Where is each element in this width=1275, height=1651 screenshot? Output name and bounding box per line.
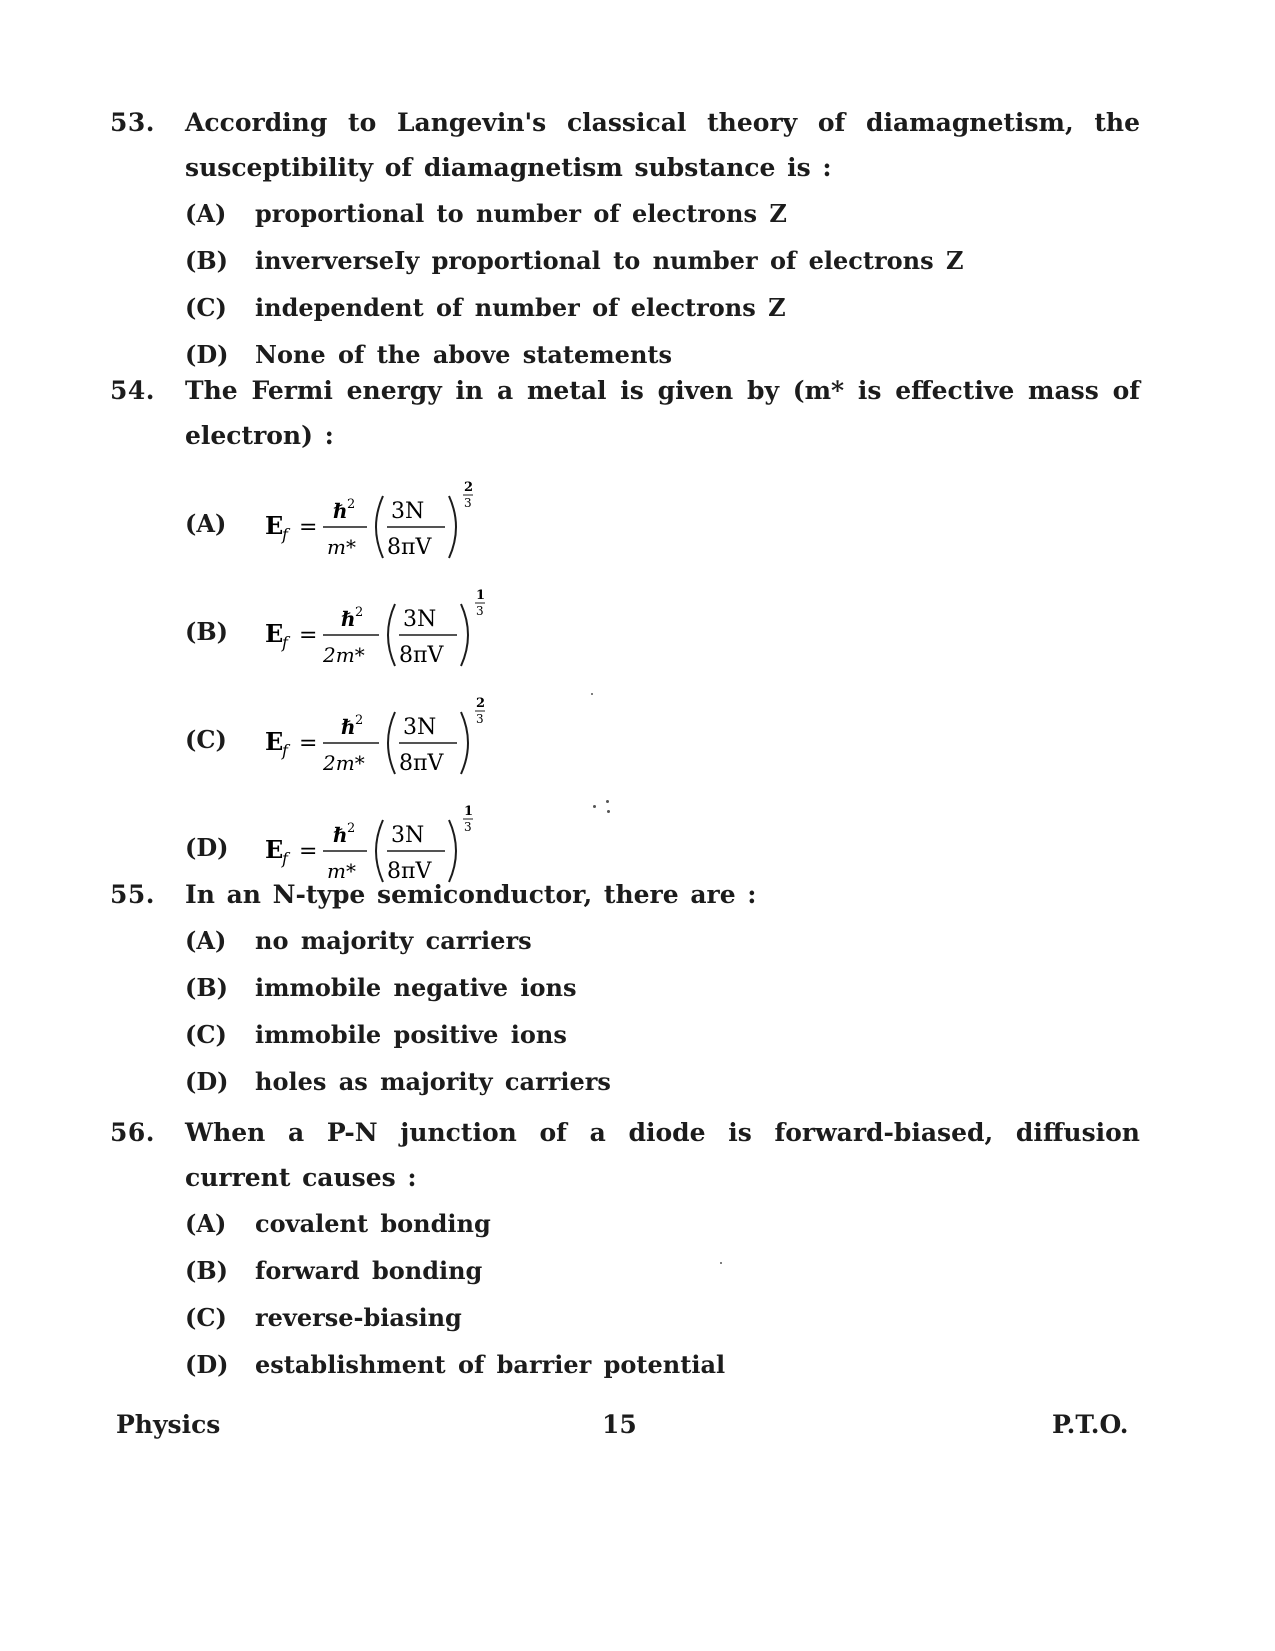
question-number: 53. [110,108,155,137]
lhs-symbol: E [265,511,284,540]
option-label: (D) [185,833,229,862]
inner-numerator: 3N [391,823,425,848]
scan-speck [591,693,593,695]
option-b [185,968,1140,1015]
option-a [185,1204,1140,1251]
option-b [185,1251,1140,1298]
question-number: 54. [110,376,155,405]
lhs-symbol: E [265,727,284,756]
exponent-denominator: 3 [464,820,472,834]
page-number: 15 [602,1410,637,1439]
lhs-subscript: f [282,741,288,760]
option-a [185,476,1140,584]
lhs-subscript: f [282,849,288,868]
option-a [185,921,1140,968]
question-53 [110,100,1140,382]
denominator: 2m* [323,751,365,775]
lhs-subscript: f [282,633,288,652]
option-text: None of the above statements [255,340,672,369]
option-a [185,194,1140,241]
numerator-hbar: ℏ [333,823,348,847]
numerator-exponent: 2 [355,713,364,728]
exponent-numerator: 1 [476,588,486,603]
scan-speck [593,805,596,808]
svg-text:=: = [299,731,318,756]
denominator: m* [327,859,356,883]
lhs-symbol: E [265,619,284,648]
option-c [185,1015,1140,1062]
exponent-denominator: 3 [476,712,484,726]
option-label: (B) [185,617,228,646]
scan-speck [607,810,610,813]
question-56 [110,1110,1140,1392]
option-b [185,584,1140,692]
option-label: (A) [185,1209,227,1238]
left-paren [376,496,383,558]
right-paren [449,496,456,558]
option-text: no majority carriers [255,926,532,955]
question-55 [110,872,1140,1109]
option-label: (C) [185,293,227,322]
question-text: When a P-N junction of a diode is forward-biased, diffusion current causes : [185,1118,1140,1192]
option-text: independent of number of electrons Z [255,293,786,322]
svg-text:=: = [299,515,318,540]
numerator-exponent: 2 [355,605,364,620]
numerator-exponent: 2 [347,497,356,512]
svg-text:=: = [299,839,318,864]
option-label: (B) [185,246,228,275]
inner-numerator: 3N [403,715,437,740]
option-text: establishment of barrier potential [255,1350,726,1379]
option-label: (D) [185,1350,229,1379]
inner-denominator: 8πV [399,751,444,776]
question-text: According to Langevin's classical theory of diamagnetism, the susceptibility of diamagnetism substance is : [185,108,1140,182]
option-label: (B) [185,973,228,1002]
left-paren [388,604,395,666]
numerator-exponent: 2 [347,821,356,836]
option-text: immobile positive ions [255,1020,567,1049]
question-number: 56. [110,1118,155,1147]
svg-text:=: = [299,623,318,648]
numerator-hbar: ℏ [341,715,356,739]
option-d [185,1062,1140,1109]
option-text: inververseIy proportional to number of electrons Z [255,246,964,275]
right-paren [461,712,468,774]
inner-denominator: 8πV [399,643,444,668]
option-c [185,692,1140,800]
scan-speck [606,800,609,803]
option-label: (A) [185,199,227,228]
option-b [185,241,1140,288]
denominator: 2m* [323,643,365,667]
option-text: covalent bonding [255,1209,491,1238]
option-label: (D) [185,340,229,369]
question-number: 55. [110,880,155,909]
numerator-hbar: ℏ [333,499,348,523]
option-d [185,1345,1140,1392]
option-label: (C) [185,1020,227,1049]
inner-numerator: 3N [391,499,425,524]
option-label: (A) [185,509,227,538]
lhs-symbol: E [265,835,284,864]
option-label: (B) [185,1256,228,1285]
question-text: In an N-type semiconductor, there are : [185,880,757,909]
pto-note: P.T.O. [1052,1410,1129,1439]
option-label: (D) [185,1067,229,1096]
scan-speck [720,1262,722,1264]
option-text: reverse-biasing [255,1303,462,1332]
option-label: (A) [185,926,227,955]
question-54 [110,368,1140,908]
fermi-energy-formula [265,476,565,576]
option-text: immobile negative ions [255,973,577,1002]
lhs-subscript: f [282,525,288,544]
numerator-hbar: ℏ [341,607,356,631]
right-paren [461,604,468,666]
option-c [185,1298,1140,1345]
question-text: The Fermi energy in a metal is given by (m* is effective mass of electron) : [185,376,1140,450]
exponent-numerator: 1 [464,804,474,819]
option-text: holes as majority carriers [255,1067,611,1096]
option-label: (C) [185,1303,227,1332]
option-text: proportional to number of electrons Z [255,199,787,228]
option-label: (C) [185,725,227,754]
option-c [185,288,1140,335]
inner-denominator: 8πV [387,859,432,884]
fermi-energy-formula [265,692,565,792]
inner-denominator: 8πV [387,535,432,560]
exponent-denominator: 3 [464,496,472,510]
exponent-numerator: 2 [476,696,486,711]
exponent-numerator: 2 [464,480,474,495]
inner-numerator: 3N [403,607,437,632]
option-text: forward bonding [255,1256,483,1285]
left-paren [388,712,395,774]
denominator: m* [327,535,356,559]
fermi-energy-formula [265,584,565,684]
footer-subject: Physics [116,1410,221,1439]
exponent-denominator: 3 [476,604,484,618]
